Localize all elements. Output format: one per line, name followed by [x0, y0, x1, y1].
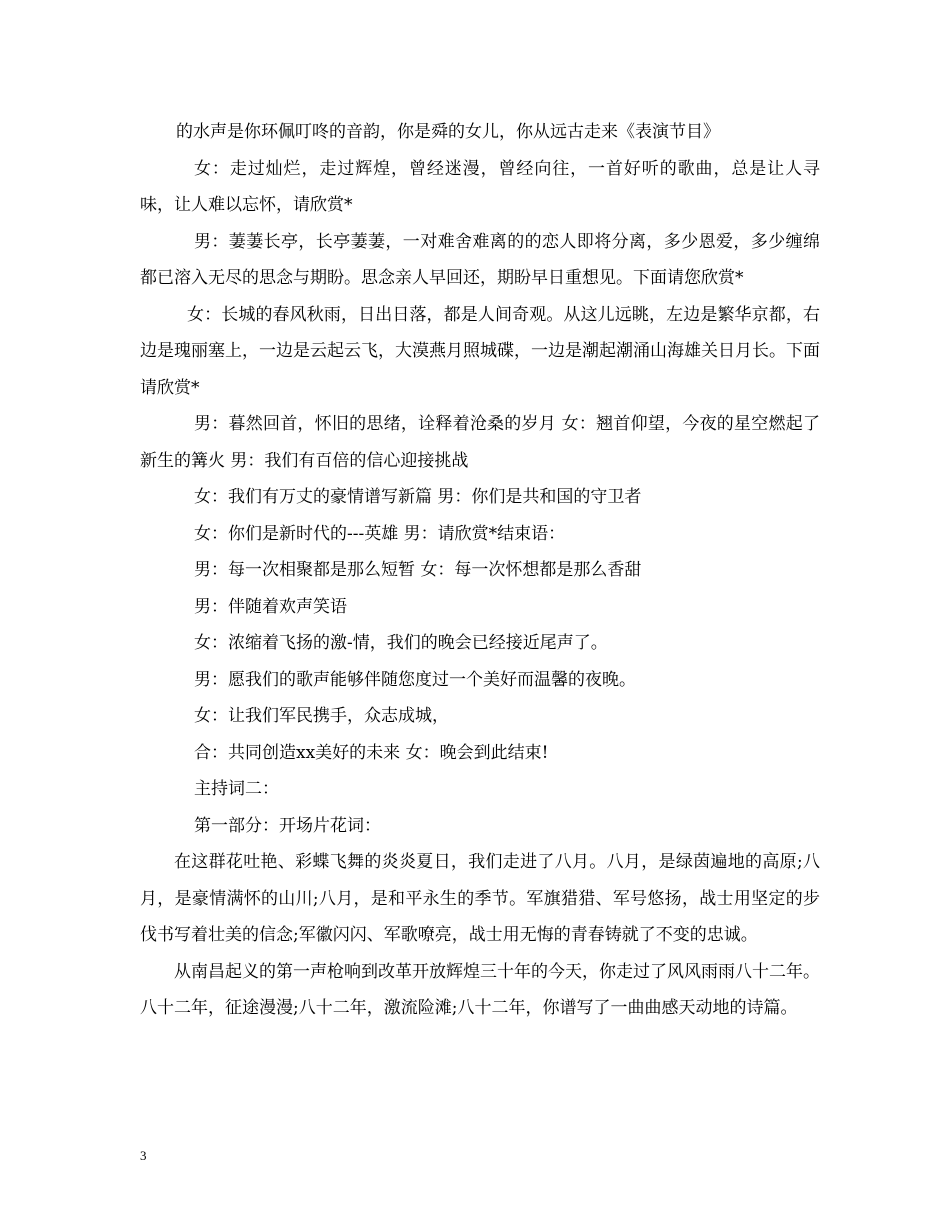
- section-heading: 主持词二：: [194, 779, 279, 799]
- document-body: [140, 114, 820, 1027]
- paragraph: 女：浓缩着飞扬的激-情，我们的晚会已经接近尾声了。: [194, 633, 608, 653]
- paragraph: 男：暮然回首，怀旧的思绪，诠释着沧桑的岁月 女：翘首仰望，今夜的星空燃起了新生的篝火 男：我们有百倍的信心迎接挑战: [140, 414, 820, 471]
- paragraph: 男：愿我们的歌声能够伴随您度过一个美好而温馨的夜晚。: [194, 669, 636, 690]
- paragraph: 女：让我们军民携手，众志成城，: [194, 706, 449, 726]
- paragraph: 的水声是你环佩叮咚的音韵，你是舜的女儿，你从远古走来《表演节目》: [176, 122, 720, 142]
- page-number: 3: [140, 1148, 147, 1163]
- paragraph: 女：走过灿烂，走过辉煌，曾经迷漫，曾经向往，一首好听的歌曲，总是让人寻味，让人难以忘怀，请欣赏*: [140, 158, 820, 215]
- paragraph: 女：我们有万丈的豪情谱写新篇 男：你们是共和国的守卫者: [194, 487, 642, 507]
- paragraph: 女：你们是新时代的---英雄 男：请欣赏*结束语：: [194, 523, 566, 544]
- paragraph: 从南昌起义的第一声枪响到改革开放辉煌三十年的今天，你走过了风风雨雨八十二年。八十二年，征途漫漫;八十二年，激流险滩;八十二年，你谱写了一曲曲感天动地的诗篇。: [140, 961, 820, 1018]
- paragraph: 在这群花吐艳、彩蝶飞舞的炎炎夏日，我们走进了八月。八月，是绿茵遍地的高原;八月，是豪情满怀的山川;八月，是和平永生的季节。军旗猎猎、军号悠扬，战士用坚定的步伐书写着壮美的信念;军徽闪闪、军歌嘹亮，战士用无悔的青春铸就了不变的忠诚。: [140, 852, 820, 945]
- paragraph: 男：伴随着欢声笑语: [194, 596, 347, 617]
- paragraph: 男：每一次相聚都是那么短暂 女：每一次怀想都是那么香甜: [194, 560, 642, 580]
- section-subheading: 第一部分：开场片花词：: [194, 815, 381, 836]
- paragraph: 女：长城的春风秋雨，日出日落，都是人间奇观。从这儿远眺，左边是繁华京都，右边是瑰丽塞上，一边是云起云飞，大漠燕月照城碟，一边是潮起潮涌山海雄关日月长。下面请欣赏*: [140, 304, 820, 398]
- paragraph: 合：共同创造xx美好的未来 女：晚会到此结束!: [194, 742, 549, 763]
- paragraph: 男：萋萋长亭，长亭萋萋，一对难舍难离的的恋人即将分离，多少恩爱，多少缠绵都已溶入无尽的思念与期盼。思念亲人早回还，期盼早日重想见。下面请您欣赏*: [140, 231, 820, 288]
